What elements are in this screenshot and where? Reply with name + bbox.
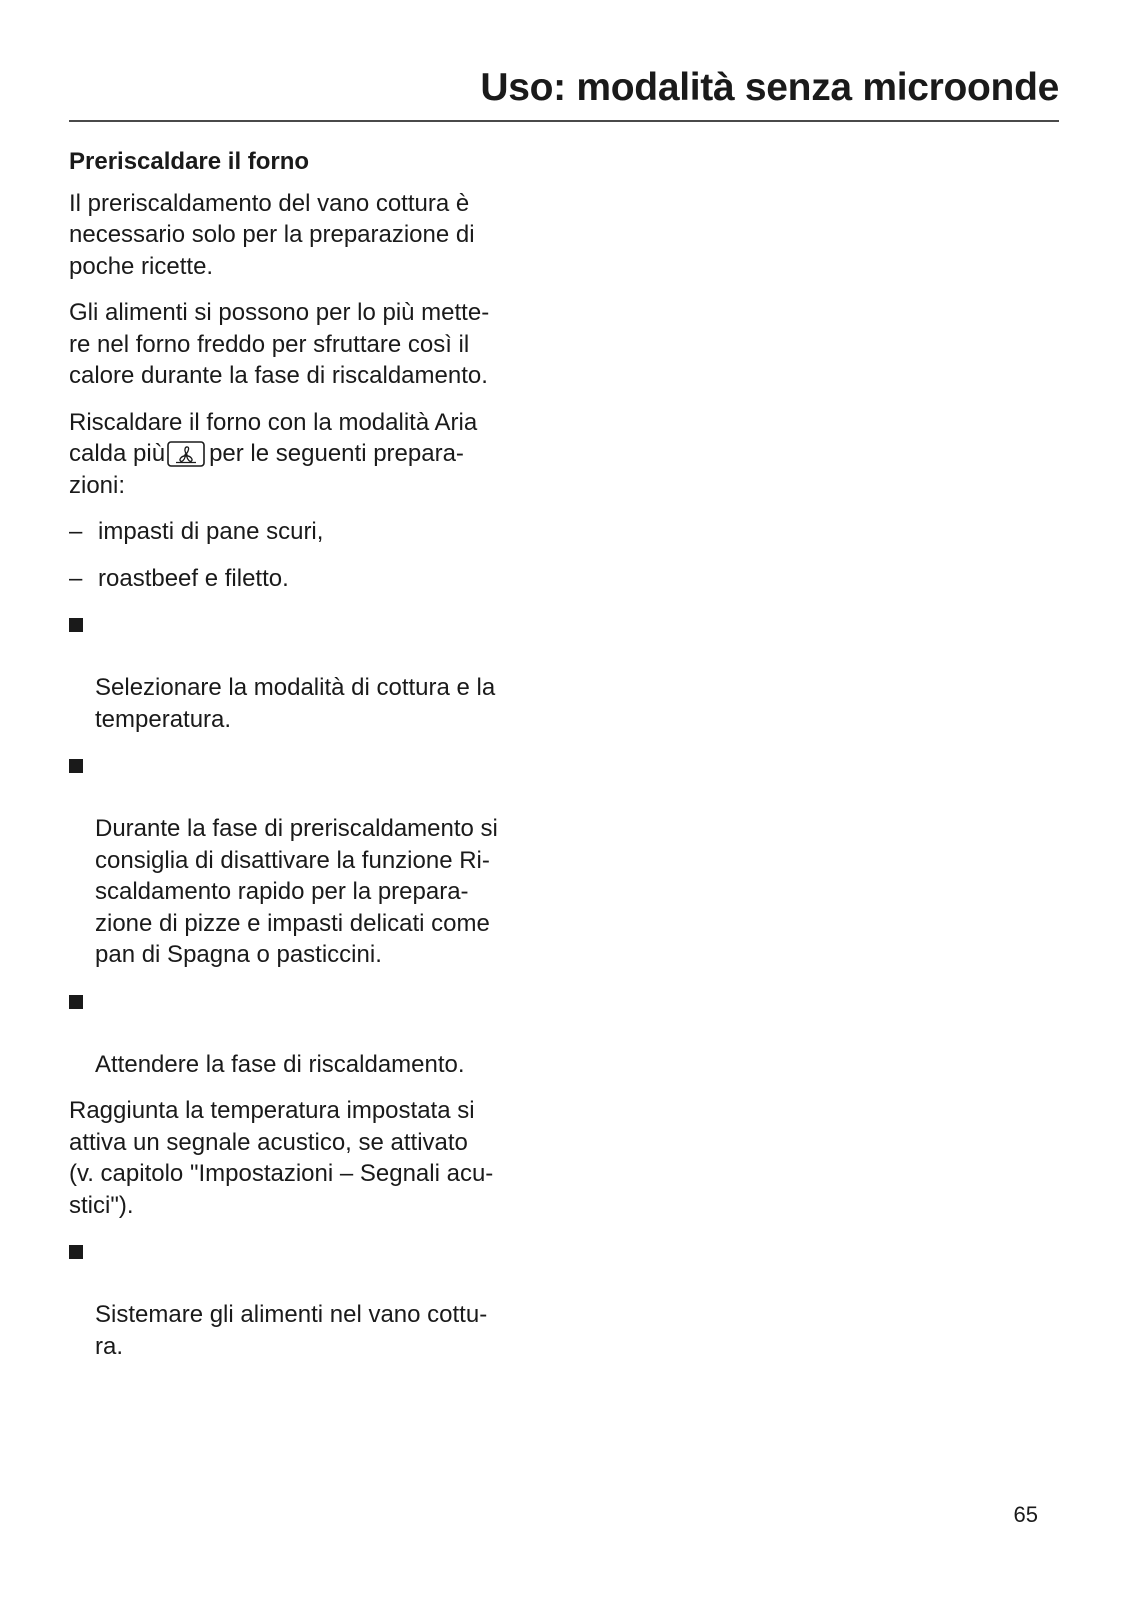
paragraph-acoustic-signal: Raggiunta la temperatura impostata si attiva un segnale acustico, se attivato (v. capitolo "Impostazioni – Segnali acu- stici"). bbox=[69, 1097, 494, 1219]
preparation-list bbox=[69, 516, 549, 594]
step-text: Attendere la fase di riscaldamento. bbox=[95, 1050, 465, 1078]
page-header bbox=[69, 60, 1059, 122]
step-text: Selezionare la modalità di cottura e la temperatura. bbox=[95, 674, 496, 733]
fan-plus-icon bbox=[167, 441, 205, 467]
square-bullet-icon bbox=[69, 995, 83, 1009]
paragraph-cold-oven: Gli alimenti si possono per lo più mette- re nel forno freddo per sfruttare così il calore durante la fase di riscaldamento. bbox=[69, 299, 490, 389]
page-number: 65 bbox=[1013, 1502, 1038, 1527]
square-bullet-icon bbox=[69, 618, 83, 632]
paragraph-preheating-need: Il preriscaldamento del vano cottura è necessario solo per la preparazione di poche ricette. bbox=[69, 189, 475, 280]
paragraph-fan-plus-text-end: per le seguenti prepara- zioni: bbox=[69, 440, 464, 499]
step-place-food bbox=[69, 1236, 549, 1362]
step-wait-heating bbox=[69, 986, 549, 1081]
paragraph-fan-plus-mode bbox=[69, 407, 549, 502]
step-disable-rapid-heating bbox=[69, 750, 549, 971]
step-text: Durante la fase di preriscaldamento si consiglia di disattivare la funzione Ri- scaldamento rapido per la prepara- zione di pizze e impasti delicati come pan di Spagna o pasticcini. bbox=[95, 815, 498, 968]
list-item: – impasti di pane scuri, bbox=[69, 516, 549, 548]
square-bullet-icon bbox=[69, 1245, 83, 1259]
step-select-mode bbox=[69, 609, 549, 735]
main-content bbox=[69, 146, 549, 1377]
paragraph-fan-plus-text-start: Riscaldare il forno con la modalità Aria calda più bbox=[69, 408, 478, 467]
list-item: – roastbeef e filetto. bbox=[69, 563, 549, 595]
page-title: Uso: modalità senza microonde bbox=[480, 66, 1059, 109]
step-text: Sistemare gli alimenti nel vano cottu- ra. bbox=[95, 1301, 488, 1360]
square-bullet-icon bbox=[69, 759, 83, 773]
section-heading: Preriscaldare il forno bbox=[69, 148, 310, 175]
